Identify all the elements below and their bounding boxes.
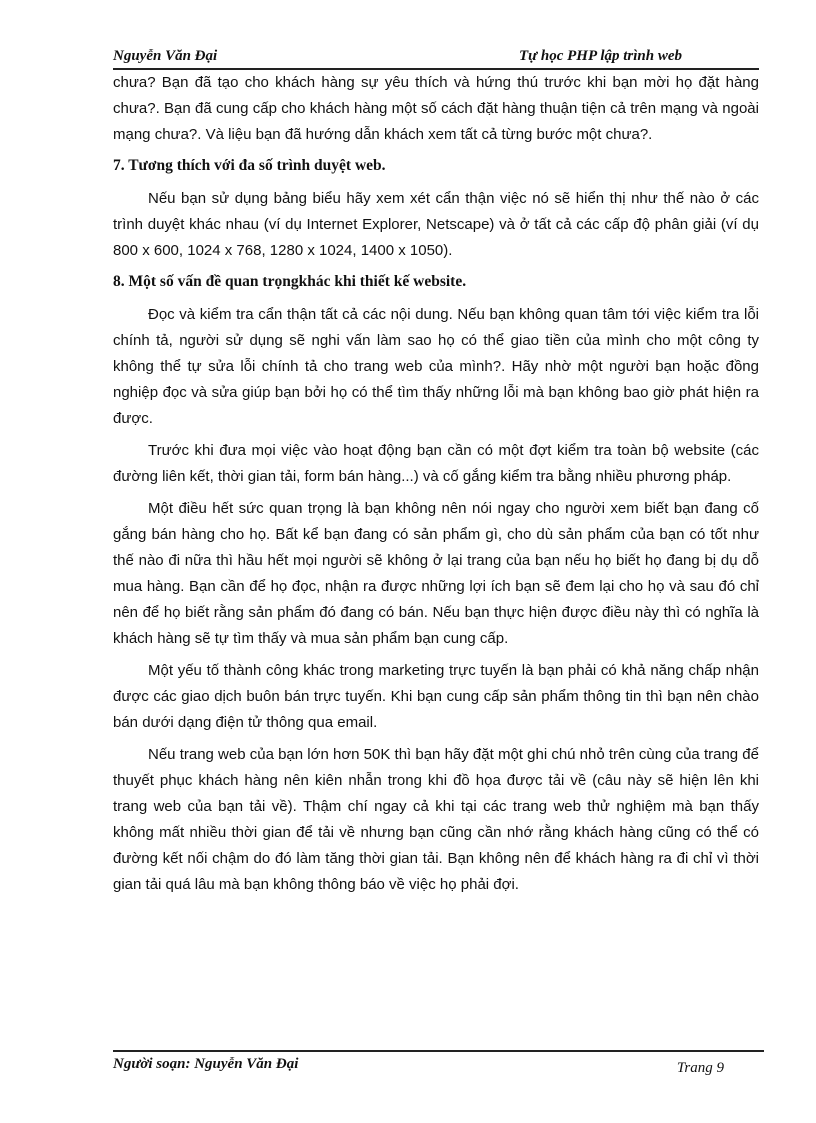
paragraph-continuation: chưa? Bạn đã tạo cho khách hàng sự yêu thích và hứng thú trước khi bạn mời họ đặt hàng chưa?. Bạn đã cung cấp cho khách hàng một số cách đặt hàng thuận tiện cả trên mạng và ngoài mạng chưa?. Và liệu bạn đã hướng dẫn khách xem tất cả từng bước một chưa?. xyxy=(113,74,759,143)
header-title: Tự học PHP lập trình web xyxy=(519,48,683,64)
footer-author: Người soạn: Nguyễn Văn Đại xyxy=(113,1056,299,1072)
page-footer xyxy=(113,1050,764,1082)
paragraph-online-transactions: Một yếu tố thành công khác trong marketing trực tuyến là bạn phải có khả năng chấp nhận được các giao dịch buôn bán trực tuyến. Khi bạn cung cấp sản phẩm thông tin thì bạn nên chào bán dưới dạng điện tử thông qua email. xyxy=(113,662,759,731)
paragraph-selling: Một điều hết sức quan trọng là bạn không nên nói ngay cho người xem biết bạn đang cố gắng bán hàng cho họ. Bất kể bạn đang có sản phẩm gì, cho dù sản phẩm của bạn có tốt như thế nào đi nữa thì hầu hết mọi người sẽ không ở lại trang của bạn nếu họ biết họ đang bị dụ dỗ mua hàng. Bạn cần để họ đọc, nhận ra được những lợi ích bạn sẽ đem lại cho họ và sau đó chỉ nên để họ biết rằng sản phẩm đó đang có bán. Nếu bạn thực hiện được điều này thì có nghĩa là khách hàng sẽ tự tìm thấy và mua sản phẩm bạn cung cấp. xyxy=(113,500,759,647)
section-heading-7: 7. Tương thích với đa số trình duyệt web. xyxy=(113,157,386,174)
paragraph-proofreading: Đọc và kiểm tra cẩn thận tất cả các nội dung. Nếu bạn không quan tâm tới việc kiểm tra lỗi chính tả, người sử dụng sẽ nghi vấn làm sao họ có thể giao tiền của mình cho một công ty không thể tự sửa lỗi chính tả cho trang web của mình?. Hãy nhờ một người bạn hoặc đồng nghiệp đọc và sửa giúp bạn bởi họ có thể tìm thấy những lỗi mà bạn không bao giờ phát hiện ra được. xyxy=(113,306,759,427)
paragraph-testing: Trước khi đưa mọi việc vào hoạt động bạn cần có một đợt kiểm tra toàn bộ website (các đường liên kết, thời gian tải, form bán hàng...) và cố gắng kiểm tra bằng nhiều phương pháp. xyxy=(113,442,759,485)
page-number: Trang 9 xyxy=(676,1060,724,1076)
page-header xyxy=(113,48,759,70)
page-content xyxy=(113,70,759,904)
section-heading-8: 8. Một số vấn đề quan trọngkhác khi thiết kế website. xyxy=(113,273,467,290)
paragraph-page-size: Nếu trang web của bạn lớn hơn 50K thì bạn hãy đặt một ghi chú nhỏ trên cùng của trang để thuyết phục khách hàng nên kiên nhẫn trong khi đồ họa được tải về (câu này sẽ hiện lên khi trang web của bạn tải về). Thậm chí ngay cả khi tại các trang web thử nghiệm mà bạn thấy không mất nhiều thời gian để tải về nhưng bạn cũng cần nhớ rằng khách hàng cũng có thể có đường kết nối chậm do đó làm tăng thời gian tải. Bạn không nên để khách hàng ra đi chỉ vì thời gian tải quá lâu mà bạn không thông báo về việc họ phải đợi. xyxy=(113,746,759,893)
paragraph-browser-compat: Nếu bạn sử dụng bảng biểu hãy xem xét cẩn thận việc nó sẽ hiển thị như thế nào ở các trình duyệt khác nhau (ví dụ Internet Explorer, Netscape) và ở tất cả các cấp độ phân giải (ví dụ 800 x 600, 1024 x 768, 1280 x 1024, 1400 x 1050). xyxy=(113,190,759,259)
header-author: Nguyễn Văn Đại xyxy=(113,48,218,64)
